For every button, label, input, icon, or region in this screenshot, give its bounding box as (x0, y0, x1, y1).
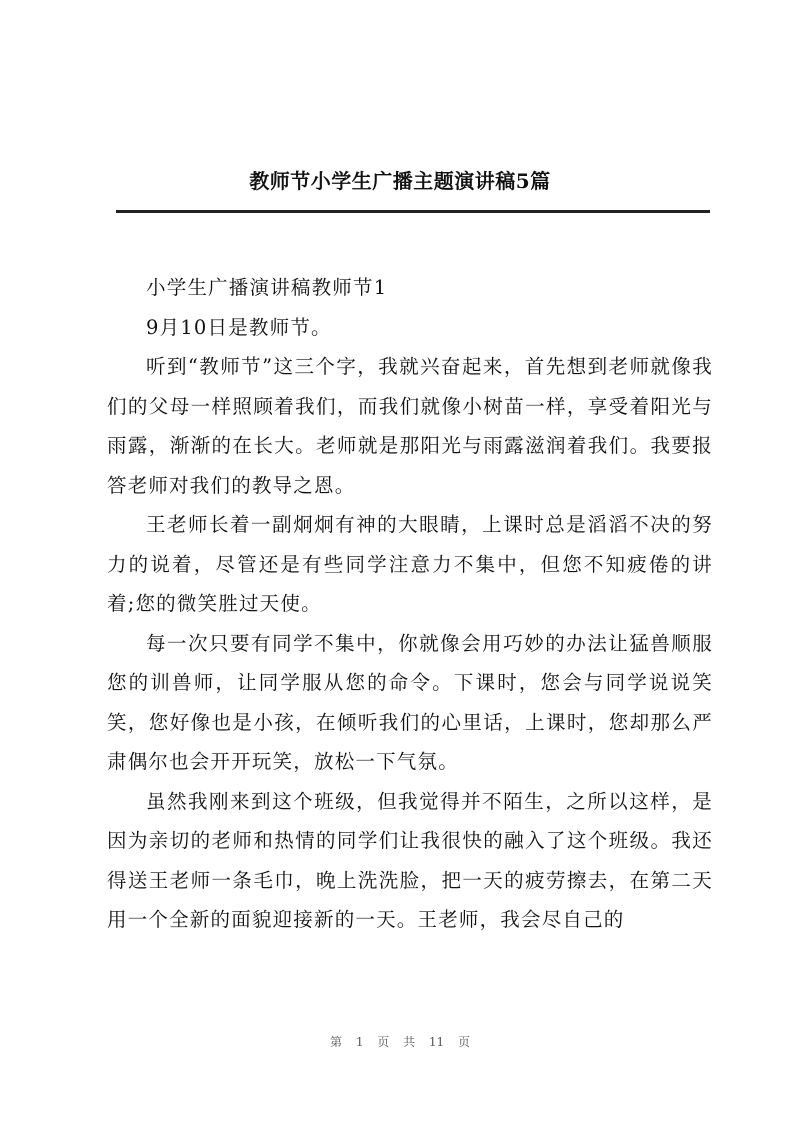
title-divider (116, 210, 710, 213)
page-number-footer: 第 1 页 共 11 页 (330, 1035, 470, 1049)
body-paragraph: 每一次只要有同学不集中，你就像会用巧妙的办法让猛兽顺服您的训兽师，让同学服从您的命令。下课时，您会与同学说说笑笑，您好像也是小孩，在倾听我们的心里话，上课时，您却那么严肃偶尔也会开开玩笑，放松一下气氛。 (107, 631, 713, 773)
body-paragraph: 王老师长着一副炯炯有神的大眼睛，上课时总是滔滔不决的努力的说着，尽管还是有些同学注意力不集中，但您不知疲倦的讲着;您的微笑胜过天使。 (107, 513, 713, 615)
document-body (107, 268, 713, 940)
body-paragraph: 小学生广播演讲稿教师节1 (146, 276, 388, 299)
body-paragraph: 听到“教师节”这三个字，我就兴奋起来，首先想到老师就像我们的父母一样照顾着我们，而我们就像小树苗一样，享受着阳光与雨露，渐渐的在长大。老师就是那阳光与雨露滋润着我们。我要报答老师对我们的教导之恩。 (107, 355, 713, 497)
body-paragraph: 虽然我刚来到这个班级，但我觉得并不陌生，之所以这样，是因为亲切的老师和热情的同学们让我很快的融入了这个班级。我还得送王老师一条毛巾，晚上洗洗脸，把一天的疲劳擦去，在第二天用一个全新的面貌迎接新的一天。王老师，我会尽自己的 (107, 789, 713, 931)
document-title: 教师节小学生广播主题演讲稿5篇 (249, 169, 551, 193)
body-paragraph: 9月10日是教师节。 (146, 315, 332, 339)
